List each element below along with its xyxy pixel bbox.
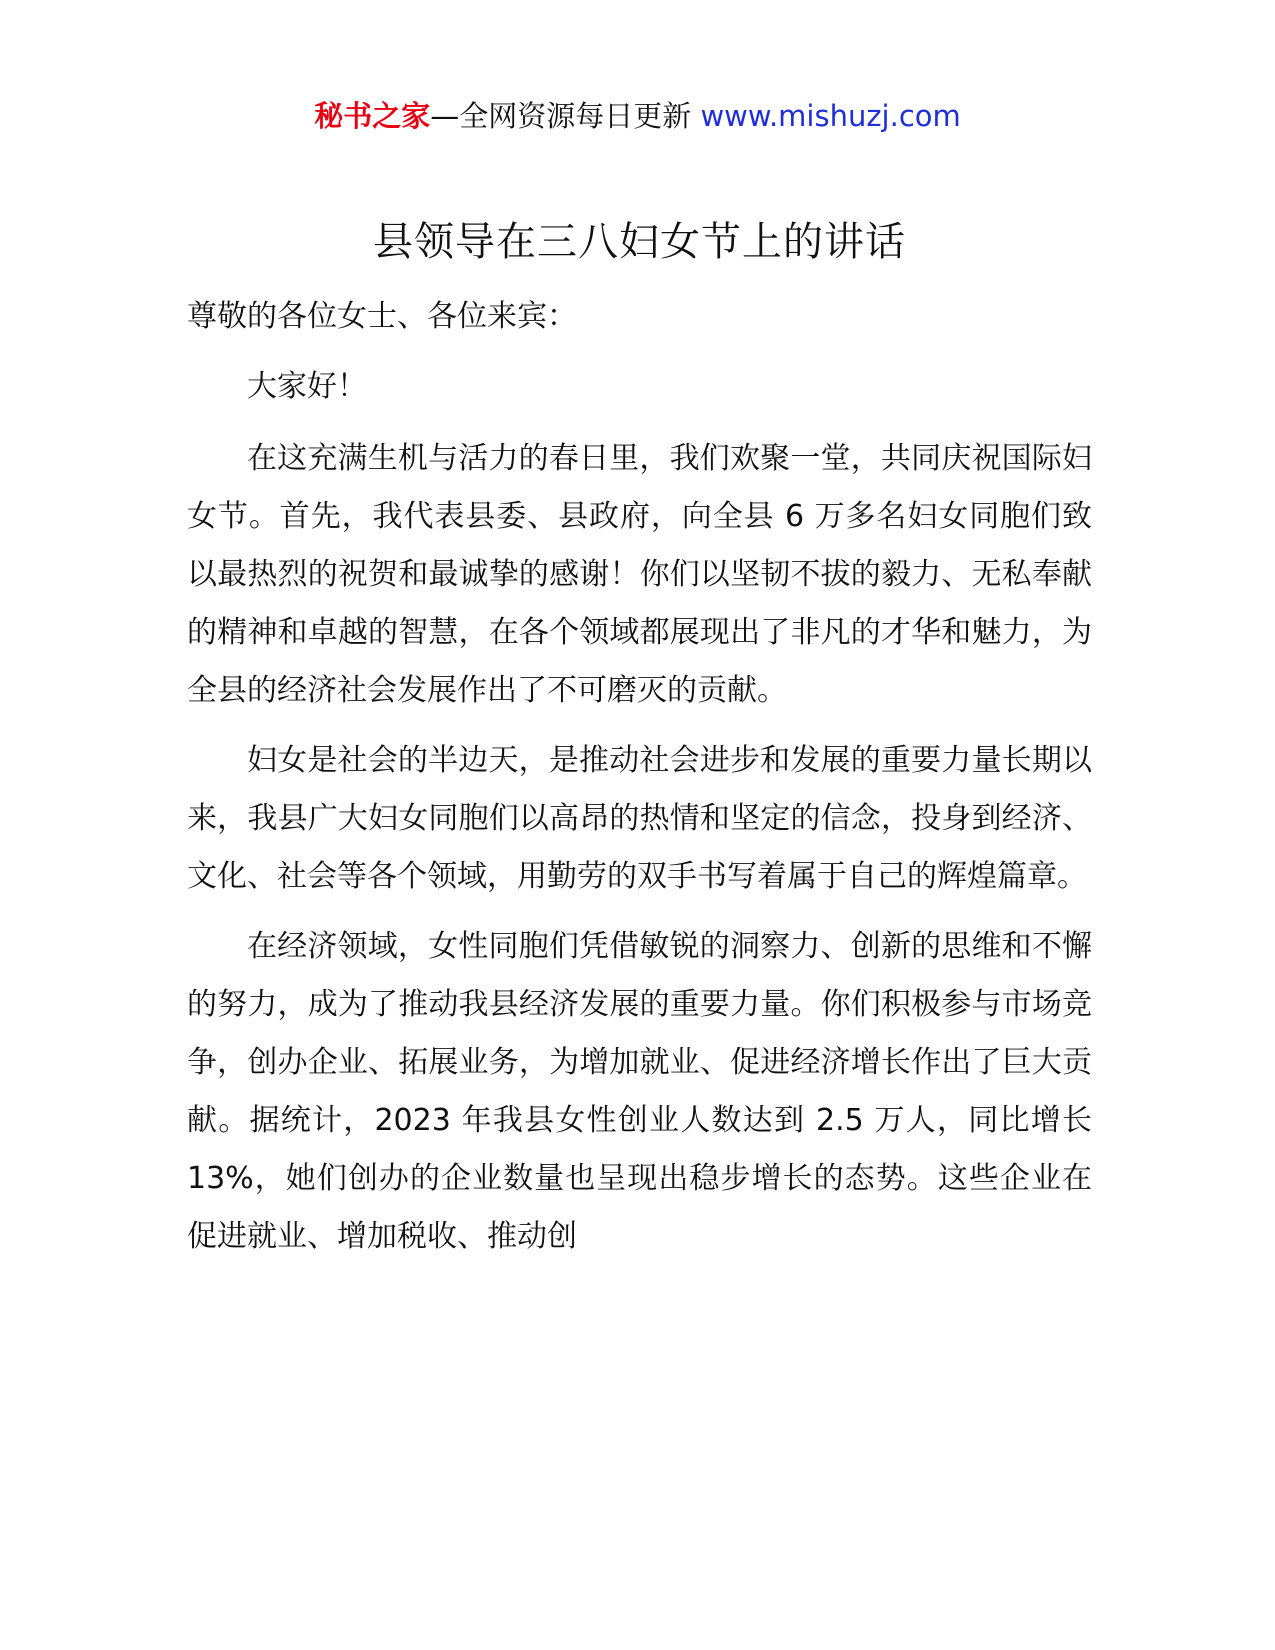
- paragraph-2: 妇女是社会的半边天，是推动社会进步和发展的重要力量长期以来，我县广大妇女同胞们以高昂的热情和坚定的信念，投身到经济、文化、社会等各个领域，用勤劳的双手书写着属于自己的辉煌篇章。: [187, 743, 1092, 894]
- document-title: 县领导在三八妇女节上的讲话: [373, 219, 906, 265]
- site-brand: 秘书之家: [314, 99, 431, 133]
- salutation: 尊敬的各位女士、各位来宾：: [187, 299, 577, 334]
- paragraph-3: 在经济领域，女性同胞们凭借敏锐的洞察力、创新的思维和不懈的努力，成为了推动我县经济发展的重要力量。你们积极参与市场竞争，创办企业、拓展业务，为增加就业、促进经济增长作出了巨大贡献。据统计，2023 年我县女性创业人数达到 2.5 万人，同比增长 13%，她们创办的企业数量也呈现出稳步增长的态势。这些企业在促进就业、增加税收、推动创: [187, 929, 1092, 1254]
- paragraph-1: 在这充满生机与活力的春日里，我们欢聚一堂，共同庆祝国际妇女节。首先，我代表县委、县政府，向全县 6 万多名妇女同胞们致以最热烈的祝贺和最诚挚的感谢！你们以坚韧不拔的毅力、无私奉献的精神和卓越的智慧，在各个领域都展现出了非凡的才华和魅力，为全县的经济社会发展作出了不可磨灭的贡献。: [187, 441, 1092, 708]
- site-header: [0, 96, 1275, 136]
- site-tagline: —全网资源每日更新: [430, 99, 701, 133]
- greeting: 大家好！: [247, 369, 367, 404]
- site-url[interactable]: www.mishuzj.com: [700, 99, 961, 133]
- document-body: [187, 214, 1092, 1278]
